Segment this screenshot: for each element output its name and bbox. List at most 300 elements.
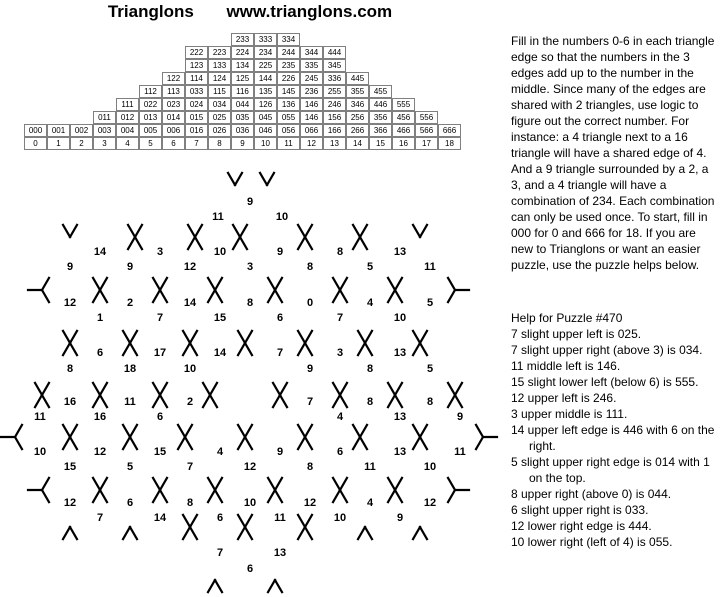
edge-tick [360,425,367,437]
edge-tick [35,395,42,407]
edge-tick [476,425,483,437]
edge-tick [353,425,360,437]
table-sum-cell: 15 [369,137,392,150]
triangle-sum-number[interactable]: 12 [63,497,77,509]
table-combo-cell: 016 [185,124,208,137]
edge-tick [238,343,245,355]
edge-tick [208,580,215,592]
triangle-sum-number[interactable]: 13 [393,411,407,423]
edge-tick [298,237,305,249]
triangle-sum-number[interactable]: 9 [276,246,284,258]
triangle-sum-number[interactable]: 10 [423,461,437,473]
edge-tick [135,237,142,249]
instructions-text: Fill in the numbers 0-6 in each triangle edge so that the numbers in the 3 edges add up to the number in the middle. Since many of the edges are shared with 2 triangles, use logic to figure out the correct number. For instance: a 4 triangle next to a 16 triangle will have a shared edge of 4. And a 9 triangle surrounded by a 2, a 3, and a 4 triangle will have a combination of 234. Each combination can only be used once. To start, fill in 000 for 0 and 666 for 18. If you are new to Trianglons or want an easier puzzle, use the puzzle helps below. [511,34,715,272]
edge-tick [93,278,100,290]
table-combo-cell: 225 [254,59,277,72]
edge-tick [360,225,367,237]
edge-tick [160,395,167,407]
edge-tick [340,395,347,407]
triangle-sum-number[interactable]: 13 [393,246,407,258]
edge-tick [365,343,372,355]
table-combo-cell: 116 [231,85,254,98]
edge-tick [42,290,49,302]
edge-tick [238,425,245,437]
edge-tick [420,437,427,449]
table-combo-cell: 236 [300,85,323,98]
edge-tick [267,173,274,185]
edge-tick [93,290,100,302]
edge-tick [413,437,420,449]
edge-tick [333,383,340,395]
edge-tick [188,225,195,237]
triangle-sum-number[interactable]: 6 [246,563,254,575]
table-combo-cell: 146 [300,98,323,111]
table-combo-cell: 145 [277,85,300,98]
edge-tick [70,331,77,343]
triangle-sum-number[interactable]: 8 [186,497,194,509]
edge-tick [208,290,215,302]
table-combo-cell: 224 [231,46,254,59]
table-combo-cell: 066 [300,124,323,137]
edge-tick [123,527,130,539]
edge-tick [360,237,367,249]
edge-tick [420,225,427,237]
table-combo-cell: 026 [208,124,231,137]
help-item: 7 slight upper right (above 3) is 034. [511,343,703,357]
triangle-sum-number[interactable]: 5 [426,363,434,375]
edge-tick [413,225,420,237]
site-title: Trianglons [107,2,194,21]
triangle-sum-number[interactable]: 12 [423,497,437,509]
edge-tick [333,278,340,290]
edge-tick [203,383,210,395]
triangle-sum-number[interactable]: 13 [273,547,287,559]
edge-tick [153,395,160,407]
edge-tick [245,331,252,343]
edge-tick [153,290,160,302]
edge-tick [210,383,217,395]
triangle-sum-number[interactable]: 3 [246,261,254,273]
table-combo-cell: 025 [208,111,231,124]
triangle-sum-number[interactable]: 9 [306,363,314,375]
table-combo-cell: 456 [392,111,415,124]
edge-tick [275,278,282,290]
triangle-sum-number[interactable]: 9 [276,446,284,458]
triangle-sum-number[interactable]: 2 [126,297,134,309]
table-combo-cell: 555 [392,98,415,111]
table-combo-cell: 223 [208,46,231,59]
edge-tick [353,237,360,249]
edge-tick [42,383,49,395]
edge-tick [238,515,245,527]
edge-tick [305,331,312,343]
help-item: 6 slight upper right is 033. [511,503,649,517]
table-combo-cell: 366 [369,124,392,137]
edge-tick [178,425,185,437]
table-combo-cell: 234 [254,46,277,59]
triangle-sum-number[interactable]: 4 [216,446,224,458]
edge-tick [365,331,372,343]
table-combo-cell: 344 [300,46,323,59]
triangle-sum-number[interactable]: 4 [336,411,344,423]
triangle-sum-number[interactable]: 2 [186,396,194,408]
table-sum-cell: 16 [392,137,415,150]
table-combo-cell: 233 [231,33,254,46]
triangle-sum-number[interactable]: 16 [93,411,107,423]
edge-tick [215,580,222,592]
edge-tick [333,490,340,502]
edge-tick [183,331,190,343]
triangle-sum-number[interactable]: 16 [63,396,77,408]
triangle-sum-number[interactable]: 11 [424,261,436,273]
table-combo-cell: 036 [231,124,254,137]
edge-tick [123,331,130,343]
edge-tick [63,225,70,237]
edge-tick [448,395,455,407]
table-combo-cell: 266 [346,124,369,137]
edge-tick [413,331,420,343]
triangle-sum-number[interactable]: 8 [366,396,374,408]
edge-tick [388,383,395,395]
triangle-sum-number[interactable]: 11 [364,461,376,473]
edge-tick [93,395,100,407]
table-sum-cell: 18 [438,137,461,150]
table-combo-cell: 346 [346,98,369,111]
table-combo-cell: 156 [323,111,346,124]
edge-tick [273,383,280,395]
edge-tick [340,478,347,490]
table-combo-cell: 023 [162,98,185,111]
triangle-sum-number[interactable]: 12 [63,297,77,309]
triangle-sum-number[interactable]: 6 [216,512,224,524]
table-sum-cell: 6 [162,137,185,150]
table-sum-cell: 0 [24,137,47,150]
edge-tick [130,425,137,437]
table-combo-cell: 446 [369,98,392,111]
edge-tick [305,437,312,449]
triangle-sum-number[interactable]: 8 [336,246,344,258]
edge-tick [305,515,312,527]
triangle-sum-number[interactable]: 11 [212,211,224,223]
table-combo-cell: 336 [323,72,346,85]
edge-tick [190,527,197,539]
triangle-sum-number[interactable]: 7 [216,547,224,559]
edge-tick [448,290,455,302]
edge-tick [63,527,70,539]
edge-tick [305,237,312,249]
triangle-sum-number[interactable]: 18 [123,363,137,375]
table-sum-cell: 1 [47,137,70,150]
triangle-sum-number[interactable]: 9 [246,196,254,208]
edge-tick [63,343,70,355]
triangle-sum-number[interactable]: 5 [366,261,374,273]
table-combo-cell: 556 [415,111,438,124]
edge-tick [333,395,340,407]
edge-tick [233,225,240,237]
table-combo-cell: 335 [300,59,323,72]
edge-tick [188,237,195,249]
triangle-sum-number[interactable]: 17 [153,347,167,359]
triangle-sum-number[interactable]: 9 [396,512,404,524]
edge-tick [208,478,215,490]
table-sum-cell: 3 [93,137,116,150]
edge-tick [235,173,242,185]
edge-tick [245,425,252,437]
table-sum-cell: 9 [231,137,254,150]
edge-tick [93,383,100,395]
table-combo-cell: 245 [300,72,323,85]
edge-tick [42,395,49,407]
edge-tick [70,225,77,237]
table-combo-cell: 113 [162,85,185,98]
edge-tick [70,425,77,437]
edge-tick [388,395,395,407]
triangle-sum-number[interactable]: 8 [66,363,74,375]
table-sum-cell: 14 [346,137,369,150]
triangle-sum-number[interactable]: 14 [213,347,227,359]
table-combo-cell: 334 [277,33,300,46]
triangle-sum-number[interactable]: 3 [336,347,344,359]
triangle-sum-number[interactable]: 8 [306,261,314,273]
triangle-sum-number[interactable]: 3 [156,246,164,258]
edge-tick [448,490,455,502]
triangle-sum-number[interactable]: 7 [336,312,344,324]
triangle-sum-number[interactable]: 11 [124,396,136,408]
table-sum-cell: 11 [277,137,300,150]
table-combo-cell: 134 [231,59,254,72]
table-combo-cell: 022 [139,98,162,111]
triangle-sum-number[interactable]: 11 [274,512,286,524]
table-sum-cell: 13 [323,137,346,150]
edge-tick [190,331,197,343]
triangle-sum-number[interactable]: 10 [393,312,407,324]
triangle-sum-number[interactable]: 10 [275,211,289,223]
edge-tick [245,343,252,355]
help-item: 15 slight lower left (below 6) is 555. [511,375,699,389]
triangle-sum-number[interactable]: 15 [213,312,227,324]
edge-tick [298,425,305,437]
edge-tick [100,290,107,302]
triangle-sum-number[interactable]: 12 [243,461,257,473]
edge-tick [42,478,49,490]
edge-tick [153,490,160,502]
edge-tick [413,343,420,355]
edge-tick [298,225,305,237]
help-item: 12 lower right edge is 444. [511,519,652,533]
edge-tick [395,278,402,290]
edge-tick [208,278,215,290]
edge-tick [93,478,100,490]
triangle-sum-number[interactable]: 14 [93,246,107,258]
edge-tick [358,331,365,343]
edge-tick [130,343,137,355]
edge-tick [275,490,282,502]
table-combo-cell: 114 [185,72,208,85]
triangle-sum-number[interactable]: 7 [276,347,284,359]
table-combo-cell: 455 [369,85,392,98]
triangle-sum-number[interactable]: 6 [96,347,104,359]
triangle-sum-number[interactable]: 7 [156,312,164,324]
table-combo-cell: 355 [346,85,369,98]
edge-tick [178,437,185,449]
edge-tick [340,383,347,395]
edge-tick [353,437,360,449]
triangle-sum-number[interactable]: 12 [93,446,107,458]
triangle-sum-number[interactable]: 8 [426,396,434,408]
edge-tick [70,437,77,449]
triangle-sum-number[interactable]: 10 [33,446,47,458]
triangle-sum-number[interactable]: 13 [393,347,407,359]
edge-tick [298,527,305,539]
table-combo-cell: 046 [254,124,277,137]
edge-tick [15,437,22,449]
triangle-sum-number[interactable]: 6 [336,446,344,458]
edge-tick [305,343,312,355]
edge-tick [128,237,135,249]
edge-tick [268,278,275,290]
table-combo-cell: 345 [323,59,346,72]
triangle-sum-number[interactable]: 9 [66,261,74,273]
triangle-sum-number[interactable]: 7 [96,512,104,524]
edge-tick [273,395,280,407]
triangle-sum-number[interactable]: 7 [306,396,314,408]
edge-tick [395,290,402,302]
help-item: 10 lower right (left of 4) is 055. [511,535,673,549]
edge-tick [63,331,70,343]
triangle-sum-number[interactable]: 9 [126,261,134,273]
edge-tick [305,425,312,437]
table-combo-cell: 005 [139,124,162,137]
table-sum-cell: 10 [254,137,277,150]
edge-tick [185,437,192,449]
edge-tick [268,290,275,302]
triangle-sum-number[interactable]: 6 [276,312,284,324]
edge-tick [15,425,22,437]
table-combo-cell: 011 [93,111,116,124]
edge-tick [240,225,247,237]
triangle-sum-number[interactable]: 0 [306,297,314,309]
table-combo-cell: 136 [277,98,300,111]
edge-tick [63,425,70,437]
table-sum-cell: 17 [415,137,438,150]
table-combo-cell: 246 [323,98,346,111]
edge-tick [130,527,137,539]
triangle-sum-number[interactable]: 10 [213,246,227,258]
edge-tick [358,343,365,355]
table-combo-cell: 255 [323,85,346,98]
table-combo-cell: 144 [254,72,277,85]
edge-tick [160,478,167,490]
edge-tick [215,278,222,290]
triangle-sum-number[interactable]: 10 [243,497,257,509]
triangle-sum-number[interactable]: 9 [456,411,464,423]
edge-tick [395,395,402,407]
triangle-sum-number[interactable]: 7 [186,461,194,473]
triangle-sum-number[interactable]: 8 [366,363,374,375]
triangle-sum-number[interactable]: 11 [454,446,466,458]
triangle-sum-number[interactable]: 1 [96,312,104,324]
table-combo-cell: 146 [300,111,323,124]
edge-tick [100,395,107,407]
triangle-sum-number[interactable]: 10 [183,363,197,375]
table-combo-cell: 115 [208,85,231,98]
triangle-sum-number[interactable]: 8 [246,297,254,309]
triangle-sum-number[interactable]: 5 [126,461,134,473]
table-combo-cell: 024 [185,98,208,111]
table-sum-cell: 7 [185,137,208,150]
table-combo-cell: 123 [185,59,208,72]
edge-tick [395,478,402,490]
edge-tick [233,237,240,249]
table-combo-cell: 666 [438,124,461,137]
edge-tick [215,290,222,302]
edge-tick [420,527,427,539]
triangle-sum-number[interactable]: 6 [126,497,134,509]
table-combo-cell: 001 [47,124,70,137]
site-url: www.trianglons.com [226,2,393,21]
edge-tick [280,395,287,407]
triangle-sum-number[interactable]: 4 [366,497,374,509]
triangle-sum-number[interactable]: 6 [156,411,164,423]
edge-tick [358,527,365,539]
help-item: 7 slight upper left is 025. [511,327,642,341]
triangle-sum-number[interactable]: 15 [153,446,167,458]
edge-tick [195,225,202,237]
edge-tick [448,278,455,290]
triangle-sum-number[interactable]: 4 [366,297,374,309]
edge-tick [420,425,427,437]
table-combo-cell: 566 [415,124,438,137]
edge-tick [70,527,77,539]
triangle-sum-number[interactable]: 12 [303,497,317,509]
triangle-sum-number[interactable]: 14 [153,512,167,524]
triangle-sum-number[interactable]: 8 [306,461,314,473]
help-item: 8 upper right (above 0) is 044. [511,487,672,501]
table-combo-cell: 044 [231,98,254,111]
triangle-sum-number[interactable]: 12 [183,261,197,273]
triangle-sum-number[interactable]: 13 [393,446,407,458]
edge-tick [388,478,395,490]
edge-tick [275,290,282,302]
triangle-sum-number[interactable]: 14 [183,297,197,309]
triangle-sum-number[interactable]: 11 [34,411,46,423]
triangle-sum-number[interactable]: 10 [333,512,347,524]
table-combo-cell: 166 [323,124,346,137]
help-title: Help for Puzzle #470 [511,311,623,325]
edge-tick [160,383,167,395]
triangle-sum-number[interactable]: 15 [63,461,77,473]
edge-tick [238,437,245,449]
help-item: 11 middle left is 146. [511,359,621,373]
table-combo-cell: 445 [346,72,369,85]
edge-tick [305,225,312,237]
edge-tick [333,290,340,302]
edge-tick [93,490,100,502]
table-combo-cell: 002 [70,124,93,137]
edge-tick [260,173,267,185]
edge-tick [340,278,347,290]
triangle-sum-number[interactable]: 5 [426,297,434,309]
table-combo-cell: 111 [116,98,139,111]
edge-tick [123,437,130,449]
edge-tick [476,437,483,449]
table-sum-cell: 2 [70,137,93,150]
table-combo-cell: 122 [162,72,185,85]
edge-tick [100,490,107,502]
table-combo-cell: 006 [162,124,185,137]
edge-tick [298,343,305,355]
edge-tick [280,383,287,395]
